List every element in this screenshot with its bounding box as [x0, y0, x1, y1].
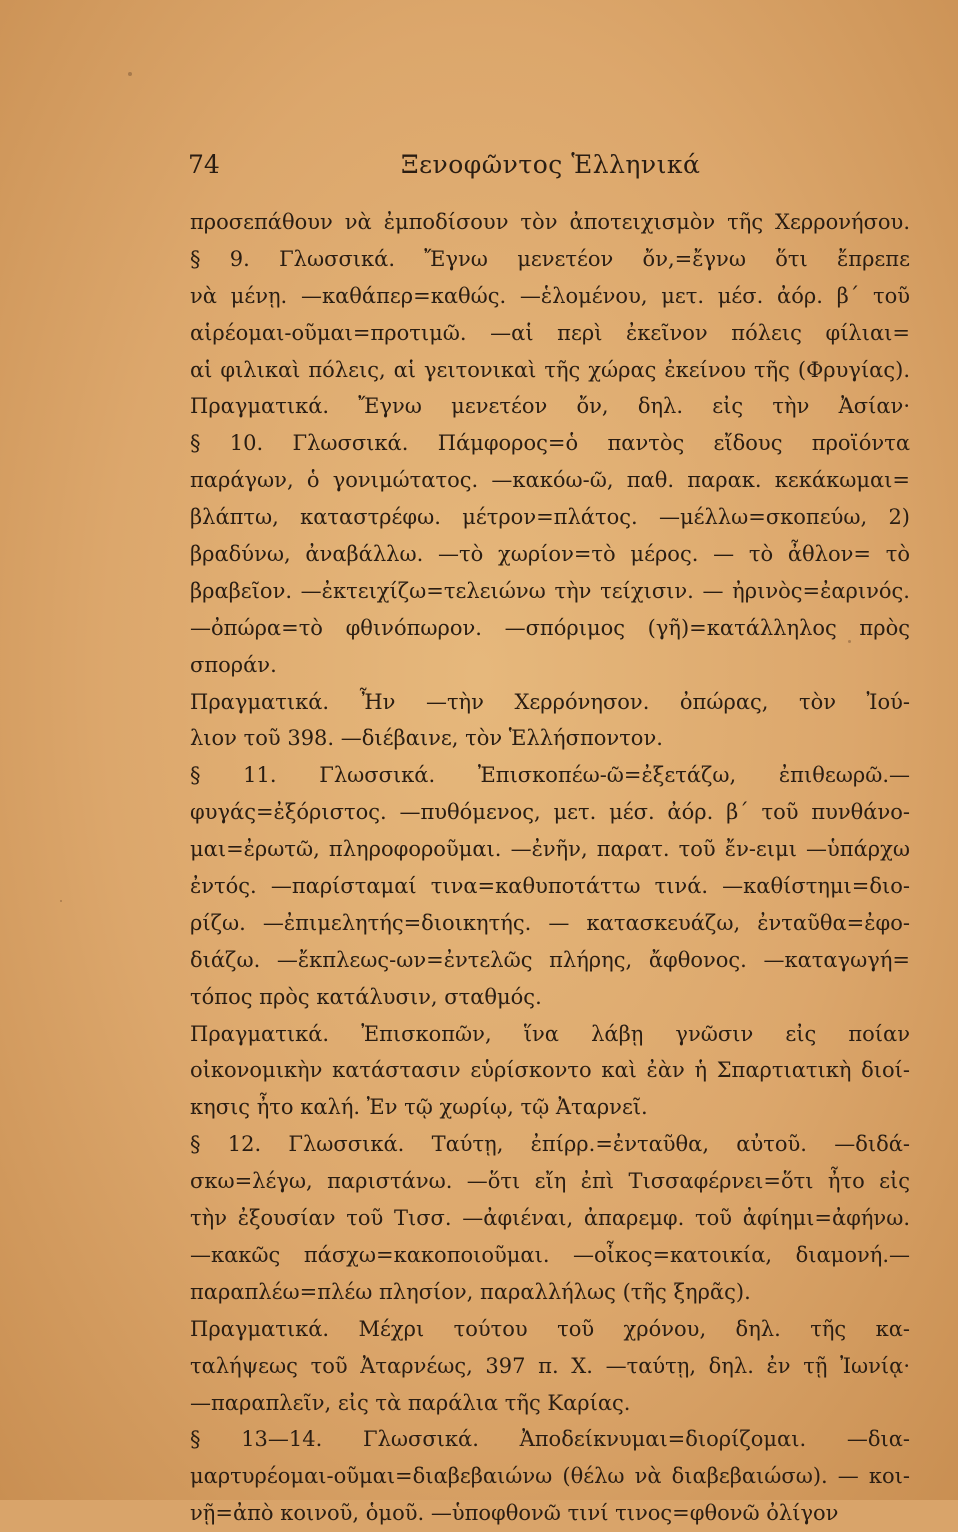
text-line: διάζω. —ἔκπλεως-ων=ἐντελῶς πλήρης, ἄφθονος. —καταγωγή=: [190, 947, 910, 972]
text-line: βλάπτω, καταστρέφω. μέτρον=πλάτος. —μέλλω=σκοπεύω, 2): [190, 505, 910, 530]
text-line: Πραγματικά. Ἐπισκοπῶν, ἵνα λάβῃ γνῶσιν εἰς ποίαν: [190, 1021, 910, 1046]
text-line: § 12. Γλωσσικά. Ταύτῃ, ἐπίρρ.=ἐνταῦθα, αὐτοῦ. —διδά-: [190, 1132, 910, 1157]
text-line: § 10. Γλωσσικά. Πάμφορος=ὁ παντὸς εἴδους προϊόντα: [190, 431, 910, 456]
text-line: § 9. Γλωσσικά. Ἔγνω μενετέον ὄν,=ἔγνω ὅτι ἔπρεπε: [190, 246, 910, 271]
paper-speck: [60, 900, 62, 902]
text-line: μαι=ἐρωτῶ, πληροφοροῦμαι. —ἐνῆν, παρατ. τοῦ ἔν-ειμι —ὑπάρχω: [190, 837, 910, 862]
text-line: Πραγματικά. Ἦν —τὴν Χερρόνησον. ὀπώρας, τὸν Ἰού-: [190, 689, 910, 714]
text-line: αἱρέομαι-οῦμαι=προτιμῶ. —αἱ περὶ ἐκεῖνον πόλεις φίλιαι=: [190, 320, 910, 345]
text-line: τόπος πρὸς κατάλυσιν, σταθμός.: [190, 984, 542, 1009]
text-line: νῇ=ἀπὸ κοινοῦ, ὁμοῦ. —ὑποφθονῶ τινί τινος=φθονῶ ὀλίγον: [190, 1501, 839, 1526]
text-line: μαρτυρέομαι-οῦμαι=διαβεβαιώνω (θέλω νὰ διαβεβαιώσω). — κοι-: [190, 1464, 910, 1489]
text-line: σκω=λέγω, παριστάνω. —ὅτι εἴη ἐπὶ Τισσαφέρνει=ὅτι ἦτο εἰς: [190, 1169, 910, 1194]
page-header: [188, 150, 908, 190]
text-line: κησις ἦτο καλή. Ἐν τῷ χωρίῳ, τῷ Ἀταρνεῖ.: [190, 1095, 648, 1120]
text-line: παράγων, ὁ γονιμώτατος. —κακόω-ῶ, παθ. παρακ. κεκάκωμαι=: [190, 468, 910, 493]
text-line: ἐντός. —παρίσταμαί τινα=καθυποτάττω τινά. —καθίστημι=διο-: [190, 874, 910, 899]
text-line: προσεπάθουν νὰ ἐμποδίσουν τὸν ἀποτειχισμὸν τῆς Χερρονήσου.: [190, 210, 910, 234]
paper-speck: [848, 640, 851, 643]
text-line: βραδύνω, ἀναβάλλω. —τὸ χωρίον=τὸ μέρος. — τὸ ἆθλον= τὸ: [190, 542, 910, 567]
text-line: αἱ φιλικαὶ πόλεις, αἱ γειτονικαὶ τῆς χώρας ἐκείνου τῆς (Φρυγίας).: [190, 357, 910, 382]
text-line: οἰκονομικὴν κατάστασιν εὑρίσκοντο καὶ ἐὰν ἡ Σπαρτιατικὴ διοί-: [190, 1058, 910, 1083]
text-line: σποράν.: [190, 652, 277, 677]
text-line: ταλήψεως τοῦ Ἀταρνέως, 397 π. Χ. —ταύτῃ, δηλ. ἐν τῇ Ἰωνίᾳ·: [190, 1353, 910, 1378]
text-line: § 11. Γλωσσικά. Ἐπισκοπέω-ῶ=ἐξετάζω, ἐπιθεωρῶ.—: [190, 763, 910, 788]
text-line: —ὀπώρα=τὸ φθινόπωρον. —σπόριμος (γῆ)=κατάλληλος πρὸς: [190, 615, 910, 640]
text-line: λιον τοῦ 398. —διέβαινε, τὸν Ἑλλήσποντον.: [190, 726, 663, 751]
text-line: παραπλέω=πλέω πλησίον, παραλλήλως (τῆς ξηρᾶς).: [190, 1279, 751, 1304]
text-line: τὴν ἐξουσίαν τοῦ Τισσ. —ἀφιέναι, ἀπαρεμφ. τοῦ ἀφίημι=ἀφήνω.: [190, 1206, 910, 1231]
text-line: Πραγματικά. Μέχρι τούτου τοῦ χρόνου, δηλ. τῆς κα-: [190, 1316, 910, 1341]
text-line: Πραγματικά. Ἔγνω μενετέον ὄν, δηλ. εἰς τὴν Ἀσίαν·: [190, 394, 910, 419]
text-line: φυγάς=ἐξόριστος. —πυθόμενος, μετ. μέσ. ἀόρ. β΄ τοῦ πυνθάνο-: [190, 800, 910, 825]
text-line: ρίζω. —ἐπιμελητής=διοικητής. — κατασκευάζω, ἐνταῦθα=ἐφο-: [190, 910, 910, 935]
paper-speck: [128, 72, 132, 76]
page-number: 74: [188, 150, 220, 179]
text-line: νὰ μένῃ. —καθάπερ=καθώς. —ἑλομένου, μετ. μέσ. ἀόρ. β΄ τοῦ: [190, 283, 910, 308]
text-line: —παραπλεῖν, εἰς τὰ παράλια τῆς Καρίας.: [190, 1390, 631, 1415]
running-title: Ξενοφῶντος Ἑλληνικά: [401, 150, 701, 179]
commentary-text: [190, 204, 910, 1532]
text-line: βραβεῖον. —ἐκτειχίζω=τελειώνω τὴν τείχισιν. — ἠρινὸς=ἐαρινός.: [190, 578, 910, 603]
text-line: § 13—14. Γλωσσικά. Ἀποδείκνυμαι=διορίζομαι. —δια-: [190, 1427, 910, 1452]
text-line: —κακῶς πάσχω=κακοποιοῦμαι. —οἶκος=κατοικία, διαμονή.—: [190, 1242, 910, 1267]
